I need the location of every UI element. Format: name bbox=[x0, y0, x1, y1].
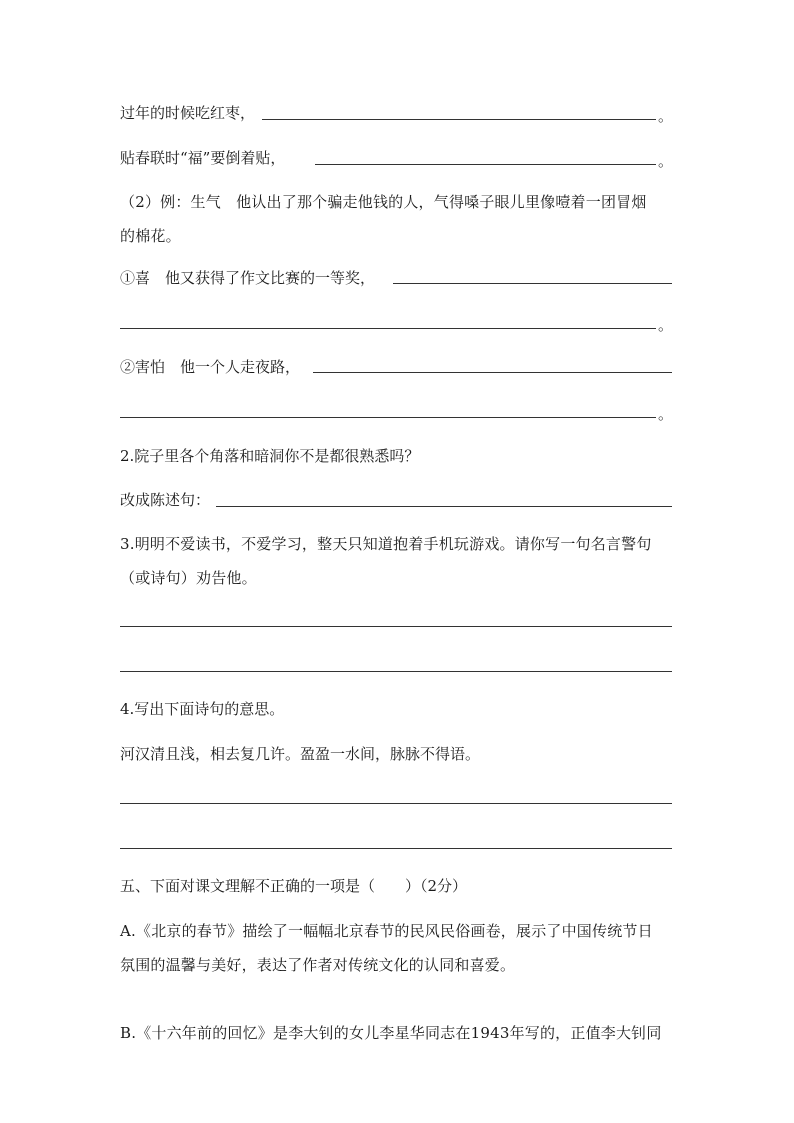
q2-answer-prompt: 改成陈述句： bbox=[120, 491, 211, 509]
period-mark: 。 bbox=[658, 107, 674, 125]
option-a-line-2: 氛围的温馨与美好，表达了作者对传统文化的认同和喜爱。 bbox=[120, 956, 516, 974]
answer-blank-item2-b[interactable] bbox=[120, 417, 656, 418]
answer-blank-q4-b[interactable] bbox=[120, 848, 672, 849]
example-line-1: （2）例：生气 他认出了那个骗走他钱的人，气得嗓子眼儿里像噎着一团冒烟 bbox=[120, 193, 647, 211]
option-a[interactable] bbox=[120, 914, 676, 982]
q3-line-2: （或诗句）劝告他。 bbox=[120, 569, 257, 587]
fu-prompt: 贴春联时“福”要倒着贴， bbox=[120, 149, 286, 167]
red-dates-prompt: 过年的时候吃红枣， bbox=[120, 104, 256, 122]
answer-blank-item1-b[interactable] bbox=[120, 328, 656, 329]
answer-blank-q4-a[interactable] bbox=[120, 803, 672, 804]
period-mark: 。 bbox=[658, 316, 674, 334]
q3-line-1: 3.明明不爱读书，不爱学习，整天只知道抱着手机玩游戏。请你写一句名言警句 bbox=[120, 535, 652, 553]
answer-blank-item1-a[interactable] bbox=[393, 283, 672, 284]
period-mark: 。 bbox=[658, 152, 674, 170]
q3-question bbox=[120, 527, 676, 595]
item2-prompt: ②害怕 他一个人走夜路， bbox=[120, 358, 301, 376]
option-b[interactable] bbox=[120, 1016, 676, 1050]
section5-heading: 五、下面对课文理解不正确的一项是（ ）（2分） bbox=[120, 877, 468, 895]
q2-question: 2.院子里各个角落和暗洞你不是都很熟悉吗？ bbox=[120, 447, 420, 465]
answer-blank-q2[interactable] bbox=[216, 506, 672, 507]
answer-blank-q3-b[interactable] bbox=[120, 671, 672, 672]
q4-question: 4.写出下面诗句的意思。 bbox=[120, 700, 285, 718]
option-a-line-1: A.《北京的春节》描绘了一幅幅北京春节的民风民俗画卷，展示了中国传统节日 bbox=[120, 922, 653, 940]
period-mark: 。 bbox=[658, 405, 674, 423]
example-paragraph bbox=[120, 185, 676, 253]
answer-blank-item2-a[interactable] bbox=[313, 372, 672, 373]
answer-blank-fu[interactable] bbox=[315, 164, 656, 165]
item1-prompt: ①喜 他又获得了作文比赛的一等奖， bbox=[120, 269, 376, 287]
answer-blank-red-dates[interactable] bbox=[262, 119, 656, 120]
option-b-line-1: B.《十六年前的回忆》是李大钊的女儿李星华同志在1943年写的，正值李大钊同 bbox=[120, 1024, 662, 1042]
q4-poem: 河汉清且浅，相去复几许。盈盈一水间，脉脉不得语。 bbox=[120, 745, 481, 763]
example-line-2: 的棉花。 bbox=[120, 227, 181, 245]
answer-blank-q3-a[interactable] bbox=[120, 626, 672, 627]
